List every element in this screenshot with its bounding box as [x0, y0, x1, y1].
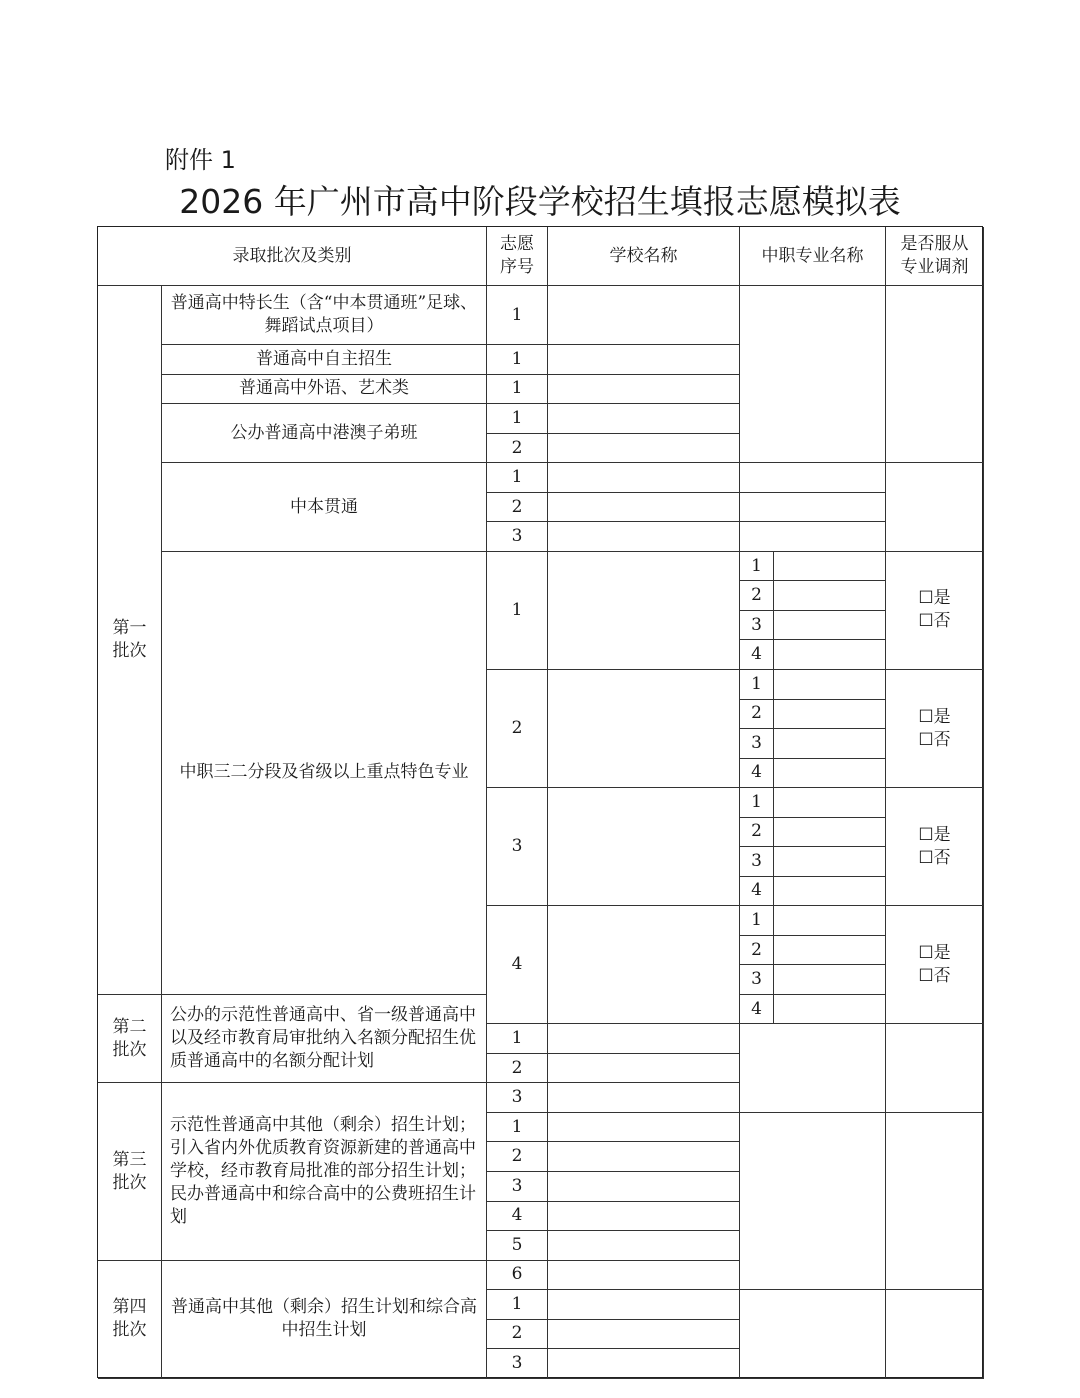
- category-remaining: 普通高中其他（剩余）招生计划和综合高中招生计划: [162, 1261, 487, 1379]
- major-name-cell[interactable]: [774, 995, 886, 1025]
- choice-no: 1: [487, 404, 548, 434]
- school-name-cell[interactable]: [548, 788, 740, 906]
- school-name-cell[interactable]: [548, 1349, 740, 1379]
- batch-3-label: 第三 批次: [98, 1083, 162, 1260]
- school-name-cell[interactable]: [548, 1024, 740, 1054]
- major-no: 3: [740, 729, 774, 759]
- choice-no: 1: [487, 1290, 548, 1320]
- major-name-cell[interactable]: [774, 729, 886, 759]
- choice-no: 3: [487, 788, 548, 906]
- category-remaining-demo: 示范性普通高中其他（剩余）招生计划；引入省内外优质教育资源新建的普通高中学校，经市教育局批准的部分招生计划；民办普通高中和综合高中的公费班招生计划: [162, 1083, 487, 1260]
- major-name-cell[interactable]: [774, 877, 886, 907]
- major-name-cell[interactable]: [774, 759, 886, 789]
- major-name-cell[interactable]: [774, 788, 886, 818]
- major-no: 4: [740, 759, 774, 789]
- choice-no: 5: [487, 1231, 548, 1261]
- choice-no: 4: [487, 1202, 548, 1232]
- school-name-cell[interactable]: [548, 434, 740, 464]
- school-name-cell[interactable]: [548, 404, 740, 434]
- page-title: 2026 年广州市高中阶段学校招生填报志愿模拟表: [179, 182, 901, 221]
- choice-no: 1: [487, 286, 548, 345]
- school-name-cell[interactable]: [548, 463, 740, 493]
- adjust-blank: [886, 1290, 984, 1379]
- choice-no: 1: [487, 345, 548, 375]
- major-no: 3: [740, 965, 774, 995]
- header-major-name: 中职专业名称: [740, 227, 886, 286]
- major-no: 2: [740, 936, 774, 966]
- adjust-blank: [886, 463, 984, 552]
- major-no: 1: [740, 788, 774, 818]
- adjust-blank: [886, 1024, 984, 1113]
- choice-no: 3: [487, 1349, 548, 1379]
- major-name-cell[interactable]: [740, 522, 886, 552]
- choice-no: 4: [487, 906, 548, 1024]
- category-quota: 公办的示范性普通高中、省一级普通高中以及经市教育局审批纳入名额分配招生优质普通高中的名额分配计划: [162, 995, 487, 1084]
- school-name-cell[interactable]: [548, 345, 740, 375]
- adjust-blank: [886, 1113, 984, 1290]
- choice-no: 3: [487, 1083, 548, 1113]
- choice-no: 1: [487, 1113, 548, 1143]
- choice-no: 3: [487, 1172, 548, 1202]
- school-name-cell[interactable]: [548, 1142, 740, 1172]
- category-specialty: 普通高中特长生（含“中本贯通班”足球、舞蹈试点项目）: [162, 286, 487, 345]
- adjust-checkbox[interactable]: ☐是 ☐否: [886, 906, 984, 1024]
- volunteer-form-table: [97, 226, 983, 1378]
- choice-no: 2: [487, 434, 548, 464]
- major-name-blank: [740, 1024, 886, 1113]
- school-name-cell[interactable]: [548, 286, 740, 345]
- category-vocational: 中职三二分段及省级以上重点特色专业: [162, 552, 487, 995]
- major-name-cell[interactable]: [774, 906, 886, 936]
- major-no: 4: [740, 877, 774, 907]
- school-name-cell[interactable]: [548, 1320, 740, 1350]
- major-no: 1: [740, 670, 774, 700]
- major-no: 3: [740, 611, 774, 641]
- major-name-blank: [740, 1290, 886, 1379]
- school-name-cell[interactable]: [548, 1054, 740, 1084]
- major-name-cell[interactable]: [774, 581, 886, 611]
- major-no: 1: [740, 906, 774, 936]
- major-no: 1: [740, 552, 774, 582]
- batch-4-label: 第四 批次: [98, 1261, 162, 1379]
- school-name-cell[interactable]: [548, 493, 740, 523]
- major-no: 2: [740, 700, 774, 730]
- attachment-label: 附件 1: [165, 146, 236, 174]
- major-name-cell[interactable]: [774, 965, 886, 995]
- major-no: 3: [740, 847, 774, 877]
- major-no: 4: [740, 995, 774, 1025]
- major-name-blank: [740, 286, 886, 463]
- school-name-cell[interactable]: [548, 375, 740, 405]
- school-name-cell[interactable]: [548, 522, 740, 552]
- school-name-cell[interactable]: [548, 906, 740, 1024]
- major-name-cell[interactable]: [774, 670, 886, 700]
- choice-no: 6: [487, 1261, 548, 1291]
- header-choice-no: 志愿 序号: [487, 227, 548, 286]
- major-name-cell[interactable]: [774, 847, 886, 877]
- category-language-art: 普通高中外语、艺术类: [162, 375, 487, 405]
- choice-no: 1: [487, 463, 548, 493]
- major-name-blank: [740, 1113, 886, 1290]
- school-name-cell[interactable]: [548, 1172, 740, 1202]
- choice-no: 2: [487, 1320, 548, 1350]
- major-name-cell[interactable]: [774, 936, 886, 966]
- choice-no: 2: [487, 1142, 548, 1172]
- major-name-cell[interactable]: [774, 552, 886, 582]
- major-name-cell[interactable]: [774, 611, 886, 641]
- choice-no: 3: [487, 522, 548, 552]
- major-name-cell[interactable]: [740, 463, 886, 493]
- header-adjust: 是否服从 专业调剂: [886, 227, 984, 286]
- school-name-cell[interactable]: [548, 1231, 740, 1261]
- school-name-cell[interactable]: [548, 1202, 740, 1232]
- school-name-cell[interactable]: [548, 552, 740, 670]
- choice-no: 2: [487, 1054, 548, 1084]
- major-name-cell[interactable]: [740, 493, 886, 523]
- category-hkmacao: 公办普通高中港澳子弟班: [162, 404, 487, 463]
- major-no: 2: [740, 581, 774, 611]
- choice-no: 2: [487, 670, 548, 788]
- major-no: 4: [740, 640, 774, 670]
- choice-no: 2: [487, 493, 548, 523]
- adjust-checkbox[interactable]: ☐是 ☐否: [886, 788, 984, 906]
- choice-no: 1: [487, 1024, 548, 1054]
- major-no: 2: [740, 818, 774, 848]
- school-name-cell[interactable]: [548, 1113, 740, 1143]
- choice-no: 1: [487, 375, 548, 405]
- batch-1-label: 第一 批次: [98, 286, 162, 995]
- adjust-blank: [886, 286, 984, 463]
- school-name-cell[interactable]: [548, 1261, 740, 1291]
- adjust-checkbox[interactable]: ☐是 ☐否: [886, 552, 984, 670]
- school-name-cell[interactable]: [548, 670, 740, 788]
- header-batch-category: 录取批次及类别: [98, 227, 487, 286]
- adjust-checkbox[interactable]: ☐是 ☐否: [886, 670, 984, 788]
- batch-2-label: 第二 批次: [98, 995, 162, 1084]
- school-name-cell[interactable]: [548, 1083, 740, 1113]
- school-name-cell[interactable]: [548, 1290, 740, 1320]
- choice-no: 1: [487, 552, 548, 670]
- major-name-cell[interactable]: [774, 640, 886, 670]
- category-zhongben: 中本贯通: [162, 463, 487, 552]
- header-school-name: 学校名称: [548, 227, 740, 286]
- major-name-cell[interactable]: [774, 818, 886, 848]
- major-name-cell[interactable]: [774, 700, 886, 730]
- category-independent: 普通高中自主招生: [162, 345, 487, 375]
